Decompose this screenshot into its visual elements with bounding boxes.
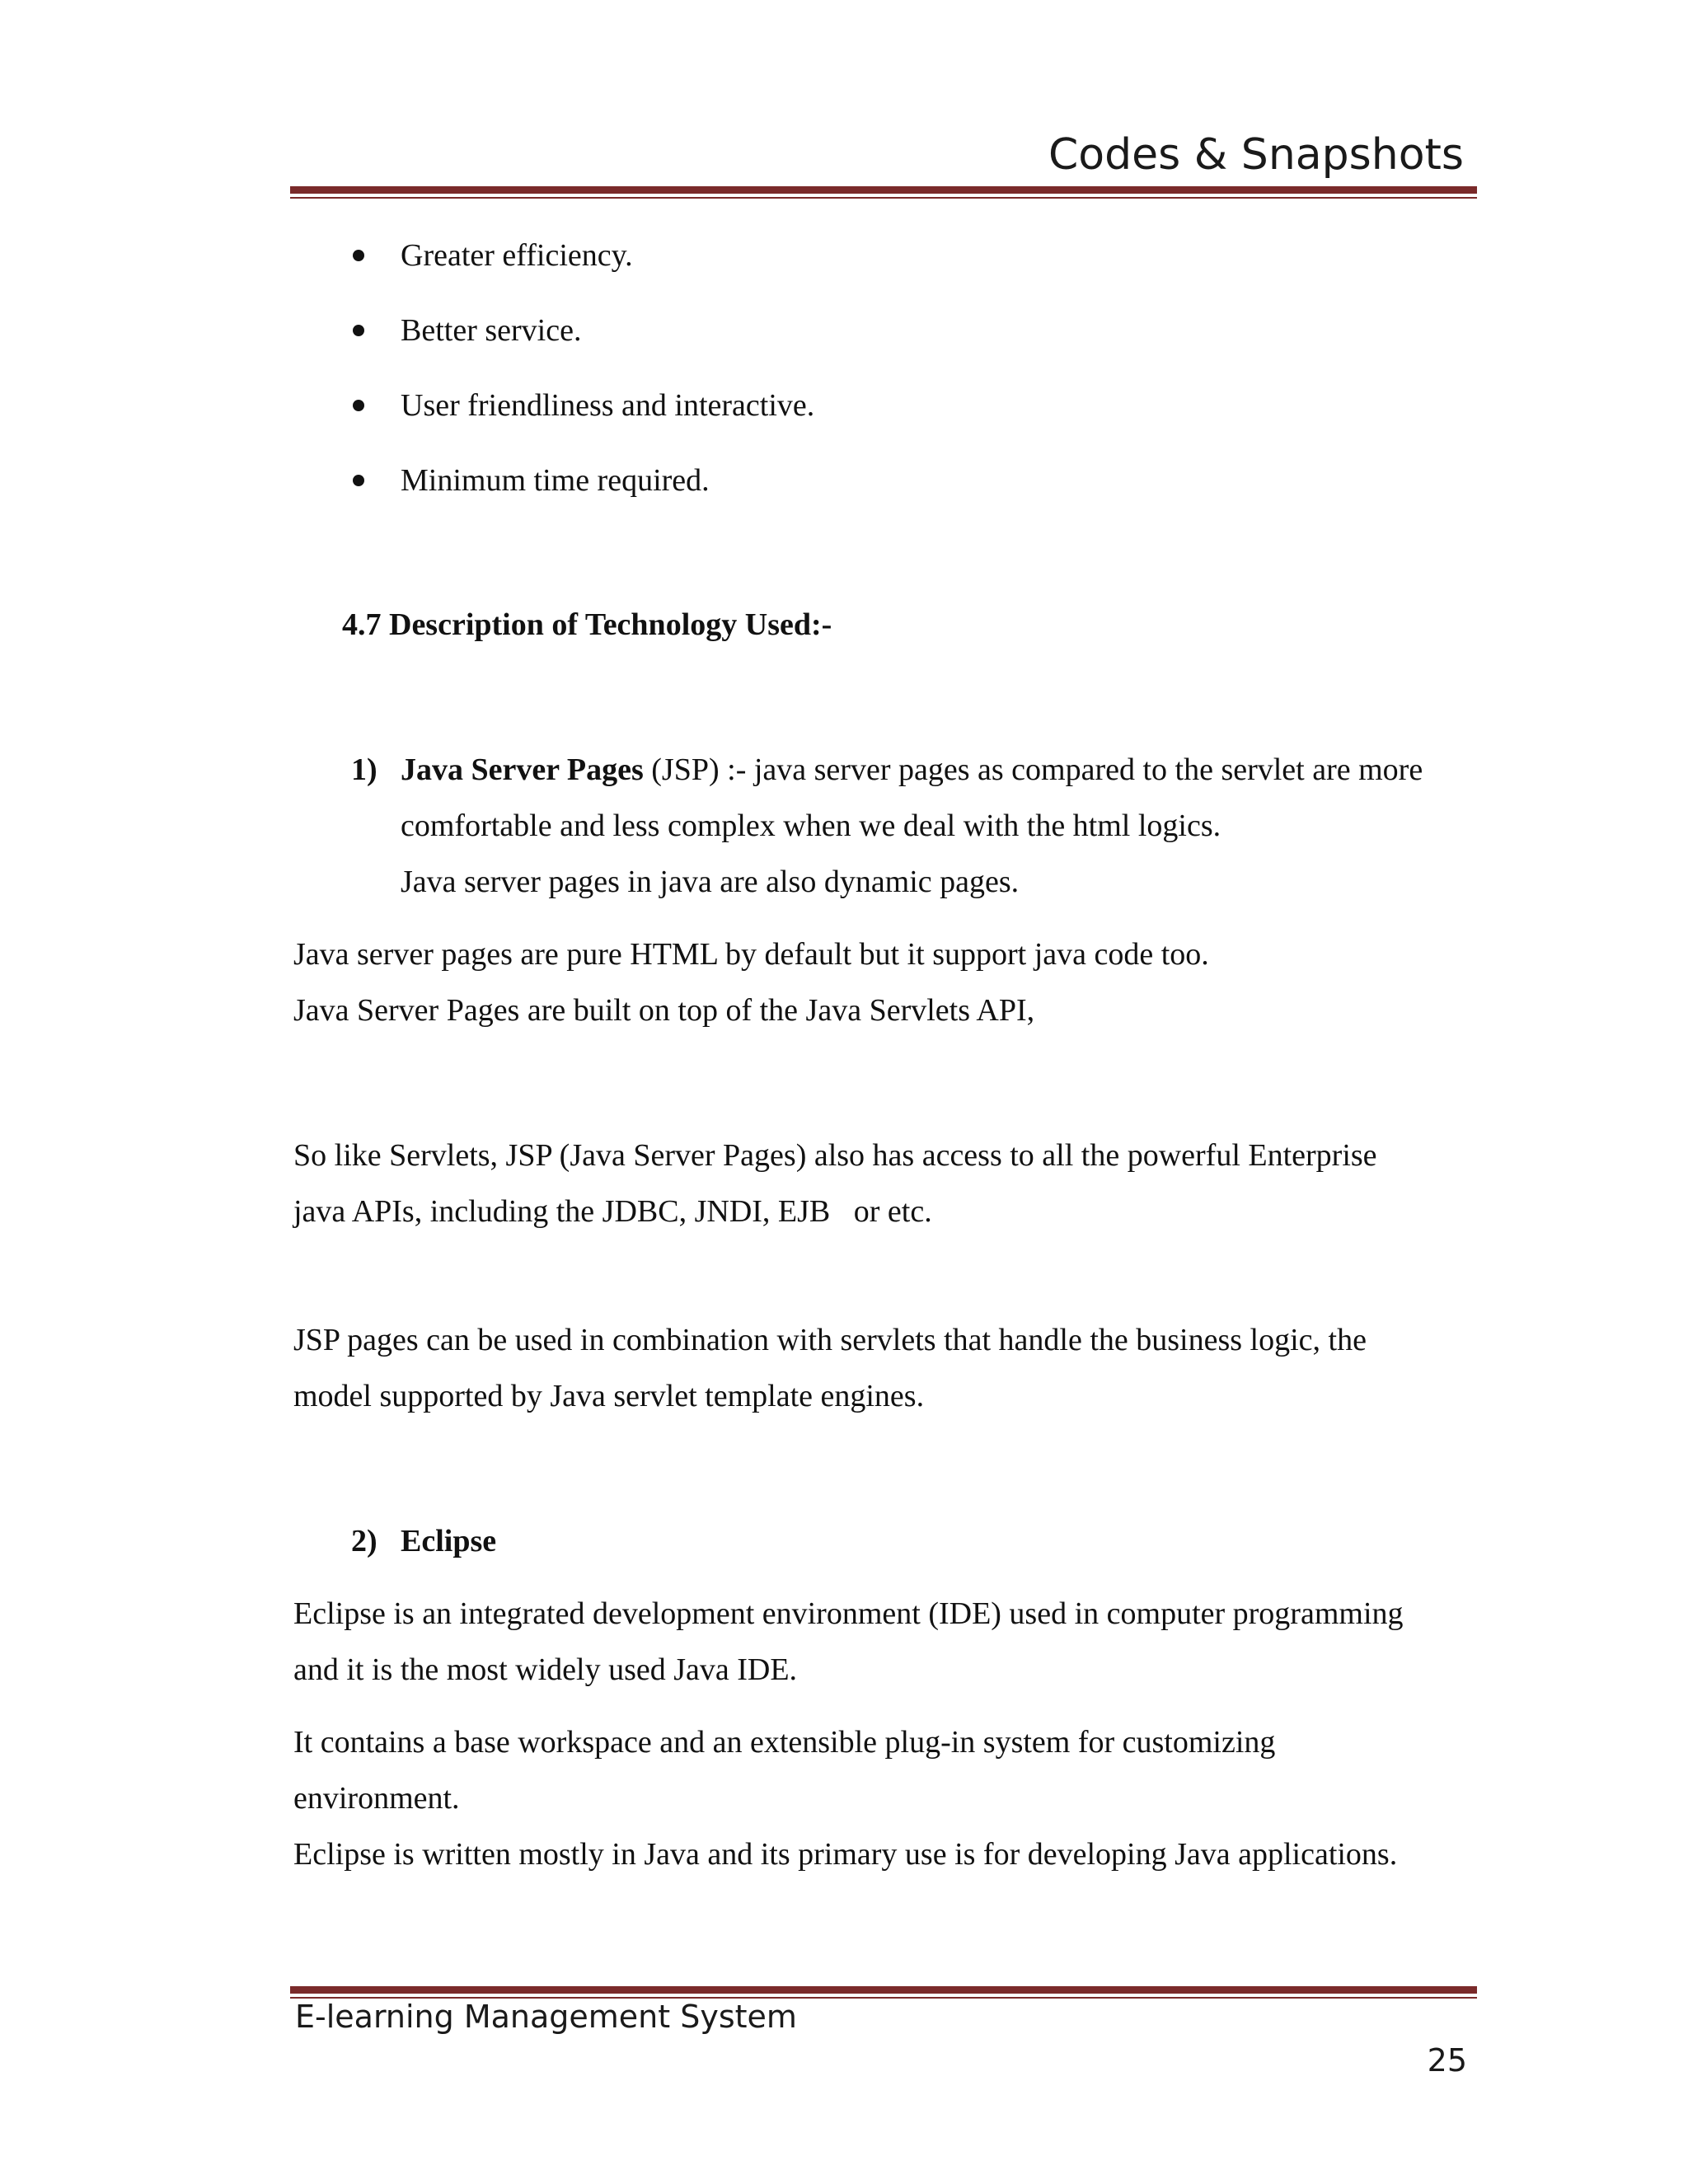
jsp-paragraph-1-line-1: Java server pages are pure HTML by default but it support java code too. — [293, 937, 1209, 972]
jsp-paragraph-3-line-1: JSP pages can be used in combination with servlets that handle the business logic, the — [293, 1323, 1367, 1357]
eclipse-paragraph-2-line-2: environment. — [293, 1781, 460, 1816]
jsp-item-line-1 — [401, 742, 1423, 798]
eclipse-paragraph-1-line-2: and it is the most widely used Java IDE. — [293, 1652, 798, 1687]
eclipse-paragraph-2-line-3: Eclipse is written mostly in Java and its primary use is for developing Java applications. — [293, 1837, 1398, 1872]
jsp-line-1-rest: (JSP) :- java server pages as compared to the servlet are more — [643, 752, 1423, 787]
list-item: User friendliness and interactive. — [353, 377, 814, 452]
footer-rule — [290, 1986, 1477, 1999]
list-item: Minimum time required. — [353, 452, 814, 527]
jsp-paragraph-2-line-1: So like Servlets, JSP (Java Server Pages) also has access to all the powerful Enterprise — [293, 1138, 1377, 1173]
page-number: 25 — [1427, 2042, 1467, 2079]
jsp-item-line-3: Java server pages in java are also dynamic pages. — [401, 865, 1020, 899]
header-rule — [290, 186, 1477, 199]
eclipse-item-number: 2) — [351, 1524, 377, 1558]
section-heading: 4.7 Description of Technology Used:- — [342, 607, 832, 642]
list-item: Better service. — [353, 302, 814, 377]
eclipse-paragraph-1-line-1: Eclipse is an integrated development environment (IDE) used in computer programming — [293, 1596, 1404, 1631]
jsp-item-line-2: comfortable and less complex when we deal with the html logics. — [401, 808, 1221, 843]
jsp-term: Java Server Pages — [401, 752, 644, 787]
footer-title: E-learning Management System — [295, 1999, 797, 2035]
eclipse-term: Eclipse — [401, 1524, 497, 1558]
jsp-item-number: 1) — [351, 752, 377, 787]
jsp-paragraph-1-line-2: Java Server Pages are built on top of the Java Servlets API, — [293, 993, 1035, 1028]
list-item: Greater efficiency. — [353, 227, 814, 302]
jsp-paragraph-2-line-2: java APIs, including the JDBC, JNDI, EJB or etc. — [293, 1194, 932, 1229]
eclipse-paragraph-2-line-1: It contains a base workspace and an extensible plug-in system for customizing — [293, 1725, 1276, 1760]
jsp-paragraph-3-line-2: model supported by Java servlet template engines. — [293, 1379, 925, 1413]
benefits-list — [353, 227, 814, 527]
page-header-title: Codes & Snapshots — [1048, 130, 1464, 180]
